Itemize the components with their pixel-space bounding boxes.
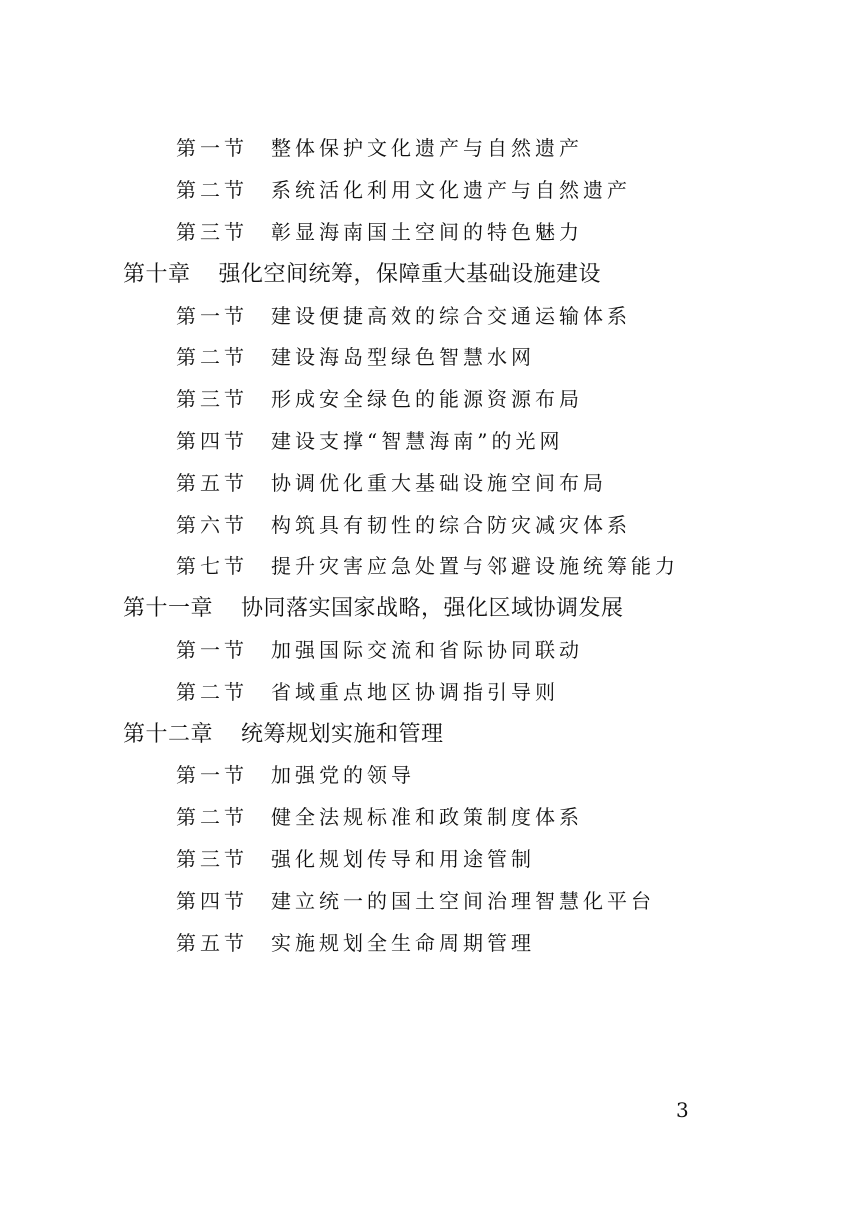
page-number: 3 <box>676 1098 689 1122</box>
section-title: 系统活化利用文化遗产与自然遗产 <box>271 178 631 203</box>
toc-section-entry <box>0 419 860 461</box>
chapter-number: 第十二章 <box>123 721 214 747</box>
toc-section-entry <box>0 335 860 377</box>
toc-chapter-entry <box>0 251 860 293</box>
section-number: 第一节 <box>176 136 248 161</box>
section-title: 实施规划全生命周期管理 <box>271 930 535 955</box>
section-number: 第二节 <box>176 805 248 830</box>
toc-section-entry <box>0 502 860 544</box>
chapter-title: 统筹规划实施和管理 <box>241 721 444 747</box>
toc-section-entry <box>0 795 860 837</box>
section-title: 加强国际交流和省际协同联动 <box>271 637 583 662</box>
toc-section-entry <box>0 878 860 920</box>
toc-section-entry <box>0 293 860 335</box>
section-title: 建设便捷高效的综合交通运输体系 <box>271 303 631 328</box>
section-number: 第七节 <box>176 554 248 579</box>
toc-chapter-entry <box>0 711 860 753</box>
toc-section-entry <box>0 168 860 210</box>
section-number: 第四节 <box>176 428 248 453</box>
toc-section-entry <box>0 210 860 252</box>
section-title: 协调优化重大基础设施空间布局 <box>271 470 607 495</box>
section-title: 建设海岛型绿色智慧水网 <box>271 345 535 370</box>
section-number: 第一节 <box>176 303 248 328</box>
chapter-title: 协同落实国家战略，强化区域协调发展 <box>241 596 624 622</box>
section-title: 加强党的领导 <box>271 763 415 788</box>
toc-section-entry <box>0 920 860 962</box>
toc-section-entry <box>0 628 860 670</box>
section-number: 第六节 <box>176 512 248 537</box>
table-of-contents <box>0 126 860 962</box>
section-title: 建立统一的国土空间治理智慧化平台 <box>271 888 655 913</box>
section-number: 第三节 <box>176 846 248 871</box>
toc-chapter-entry <box>0 586 860 628</box>
toc-section-entry <box>0 753 860 795</box>
section-title: 建设支撑“智慧海南”的光网 <box>271 428 564 453</box>
section-title: 形成安全绿色的能源资源布局 <box>271 387 583 412</box>
toc-section-entry <box>0 544 860 586</box>
section-number: 第三节 <box>176 219 248 244</box>
chapter-number: 第十章 <box>123 261 191 287</box>
section-number: 第五节 <box>176 470 248 495</box>
chapter-number: 第十一章 <box>123 596 214 622</box>
toc-section-entry <box>0 669 860 711</box>
section-title: 省域重点地区协调指引导则 <box>271 679 559 704</box>
section-number: 第一节 <box>176 763 248 788</box>
section-title: 强化规划传导和用途管制 <box>271 846 535 871</box>
section-number: 第一节 <box>176 637 248 662</box>
section-title: 构筑具有韧性的综合防灾减灾体系 <box>271 512 631 537</box>
section-number: 第二节 <box>176 345 248 370</box>
section-title: 提升灾害应急处置与邻避设施统筹能力 <box>271 554 679 579</box>
toc-section-entry <box>0 126 860 168</box>
chapter-title: 强化空间统筹，保障重大基础设施建设 <box>218 261 602 287</box>
section-number: 第四节 <box>176 888 248 913</box>
toc-section-entry <box>0 837 860 879</box>
toc-section-entry <box>0 377 860 419</box>
section-title: 整体保护文化遗产与自然遗产 <box>271 136 583 161</box>
section-number: 第五节 <box>176 930 248 955</box>
section-title: 健全法规标准和政策制度体系 <box>271 805 583 830</box>
section-title: 彰显海南国土空间的特色魅力 <box>271 219 583 244</box>
section-number: 第三节 <box>176 387 248 412</box>
toc-section-entry <box>0 460 860 502</box>
section-number: 第二节 <box>176 178 248 203</box>
section-number: 第二节 <box>176 679 248 704</box>
